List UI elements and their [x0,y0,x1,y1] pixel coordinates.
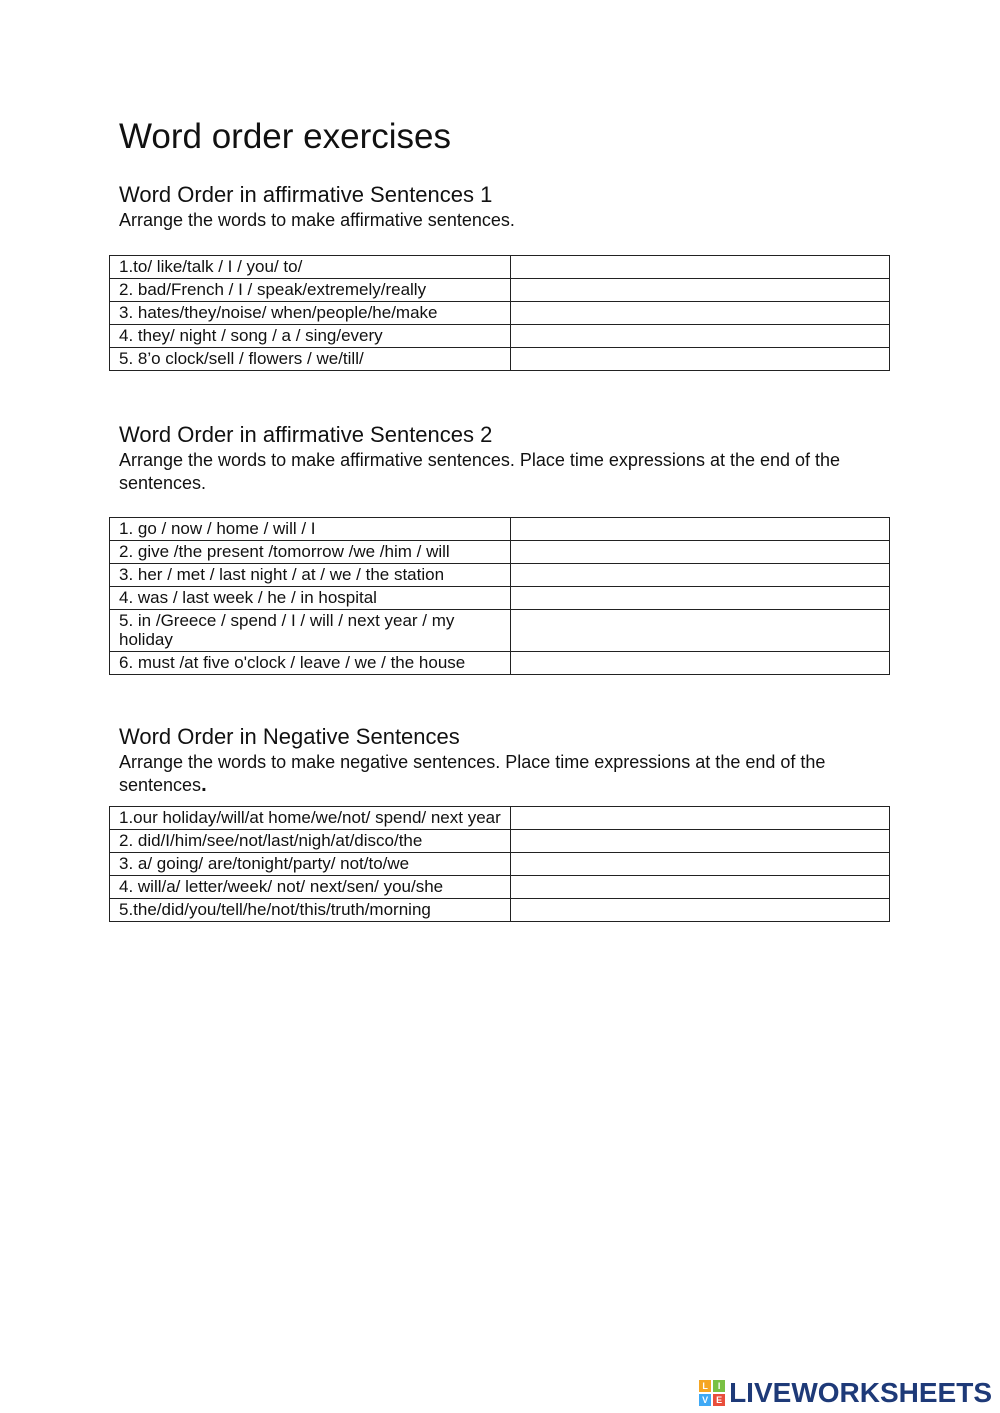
table-row [110,541,890,564]
answer-input[interactable] [511,855,889,873]
exercise-prompt: 4. will/a/ letter/week/ not/ next/sen/ you/she [110,876,511,899]
answer-input[interactable] [511,809,889,827]
section-3-instruction [119,751,879,797]
page-title: Word order exercises [119,117,451,156]
exercise-prompt: 2. did/I/him/see/not/last/nigh/at/disco/the [110,830,511,853]
section-1-heading: Word Order in affirmative Sentences 1 [119,182,493,207]
table-row [110,610,890,652]
exercise-prompt: 2. give /the present /tomorrow /we /him / will [110,541,511,564]
answer-cell [511,256,890,279]
table-row [110,564,890,587]
table-row [110,325,890,348]
table-row [110,279,890,302]
section-2-table [109,517,890,675]
answer-input[interactable] [511,654,889,672]
answer-cell [511,899,890,922]
exercise-prompt: 1.to/ like/talk / I / you/ to/ [110,256,511,279]
exercise-prompt: 4. was / last week / he / in hospital [110,587,511,610]
section-1-instruction: Arrange the words to make affirmative sentences. [119,210,515,230]
instruction-period: . [201,774,207,796]
table-row [110,302,890,325]
liveworksheets-brand[interactable] [699,1378,992,1408]
table-row [110,807,890,830]
exercise-prompt: 3. hates/they/noise/ when/people/he/make [110,302,511,325]
logo-letter: V [699,1394,711,1406]
exercise-prompt: 3. a/ going/ are/tonight/party/ not/to/we [110,853,511,876]
answer-cell [511,541,890,564]
exercise-prompt: 5. 8’o clock/sell / flowers / we/till/ [110,348,511,371]
table-row [110,587,890,610]
answer-cell [511,564,890,587]
answer-cell [511,876,890,899]
exercise-prompt: 4. they/ night / song / a / sing/every [110,325,511,348]
instruction-text: Arrange the words to make negative sentences. Place time expressions at the end of the sentences [119,752,826,795]
exercise-prompt: 1. go / now / home / will / I [110,518,511,541]
exercise-prompt: 2. bad/French / I / speak/extremely/really [110,279,511,302]
exercise-prompt: 6. must /at five o'clock / leave / we / the house [110,652,511,675]
table-row [110,830,890,853]
answer-cell [511,348,890,371]
section-2-heading: Word Order in affirmative Sentences 2 [119,422,493,447]
answer-cell [511,587,890,610]
answer-input[interactable] [511,878,889,896]
exercise-prompt: 5.the/did/you/tell/he/not/this/truth/morning [110,899,511,922]
answer-input[interactable] [511,520,889,538]
liveworksheets-logo-icon [699,1380,725,1406]
answer-input[interactable] [511,832,889,850]
answer-cell [511,302,890,325]
table-row [110,853,890,876]
answer-cell [511,518,890,541]
table-row [110,518,890,541]
brand-name: LIVEWORKSHEETS [729,1377,992,1408]
answer-input[interactable] [511,350,889,368]
logo-letter: I [713,1380,725,1392]
answer-input[interactable] [511,612,889,630]
table-row [110,876,890,899]
answer-input[interactable] [511,281,889,299]
section-2-instruction: Arrange the words to make affirmative sentences. Place time expressions at the end of the sentences. [119,450,841,493]
answer-cell [511,807,890,830]
logo-letter: E [713,1394,725,1406]
answer-cell [511,652,890,675]
answer-input[interactable] [511,566,889,584]
section-3-heading: Word Order in Negative Sentences [119,724,460,749]
answer-cell [511,610,890,652]
exercise-prompt: 5. in /Greece / spend / I / will / next year / my holiday [110,610,511,652]
table-row [110,652,890,675]
answer-input[interactable] [511,304,889,322]
answer-input[interactable] [511,589,889,607]
exercise-prompt: 1.our holiday/will/at home/we/not/ spend/ next year [110,807,511,830]
table-row [110,256,890,279]
answer-cell [511,853,890,876]
answer-input[interactable] [511,327,889,345]
exercise-prompt: 3. her / met / last night / at / we / the station [110,564,511,587]
table-row [110,348,890,371]
answer-cell [511,279,890,302]
answer-input[interactable] [511,258,889,276]
section-3-table [109,806,890,922]
answer-input[interactable] [511,901,889,919]
section-1-table [109,255,890,371]
answer-cell [511,325,890,348]
table-row [110,899,890,922]
answer-input[interactable] [511,543,889,561]
answer-cell [511,830,890,853]
logo-letter: L [699,1380,711,1392]
